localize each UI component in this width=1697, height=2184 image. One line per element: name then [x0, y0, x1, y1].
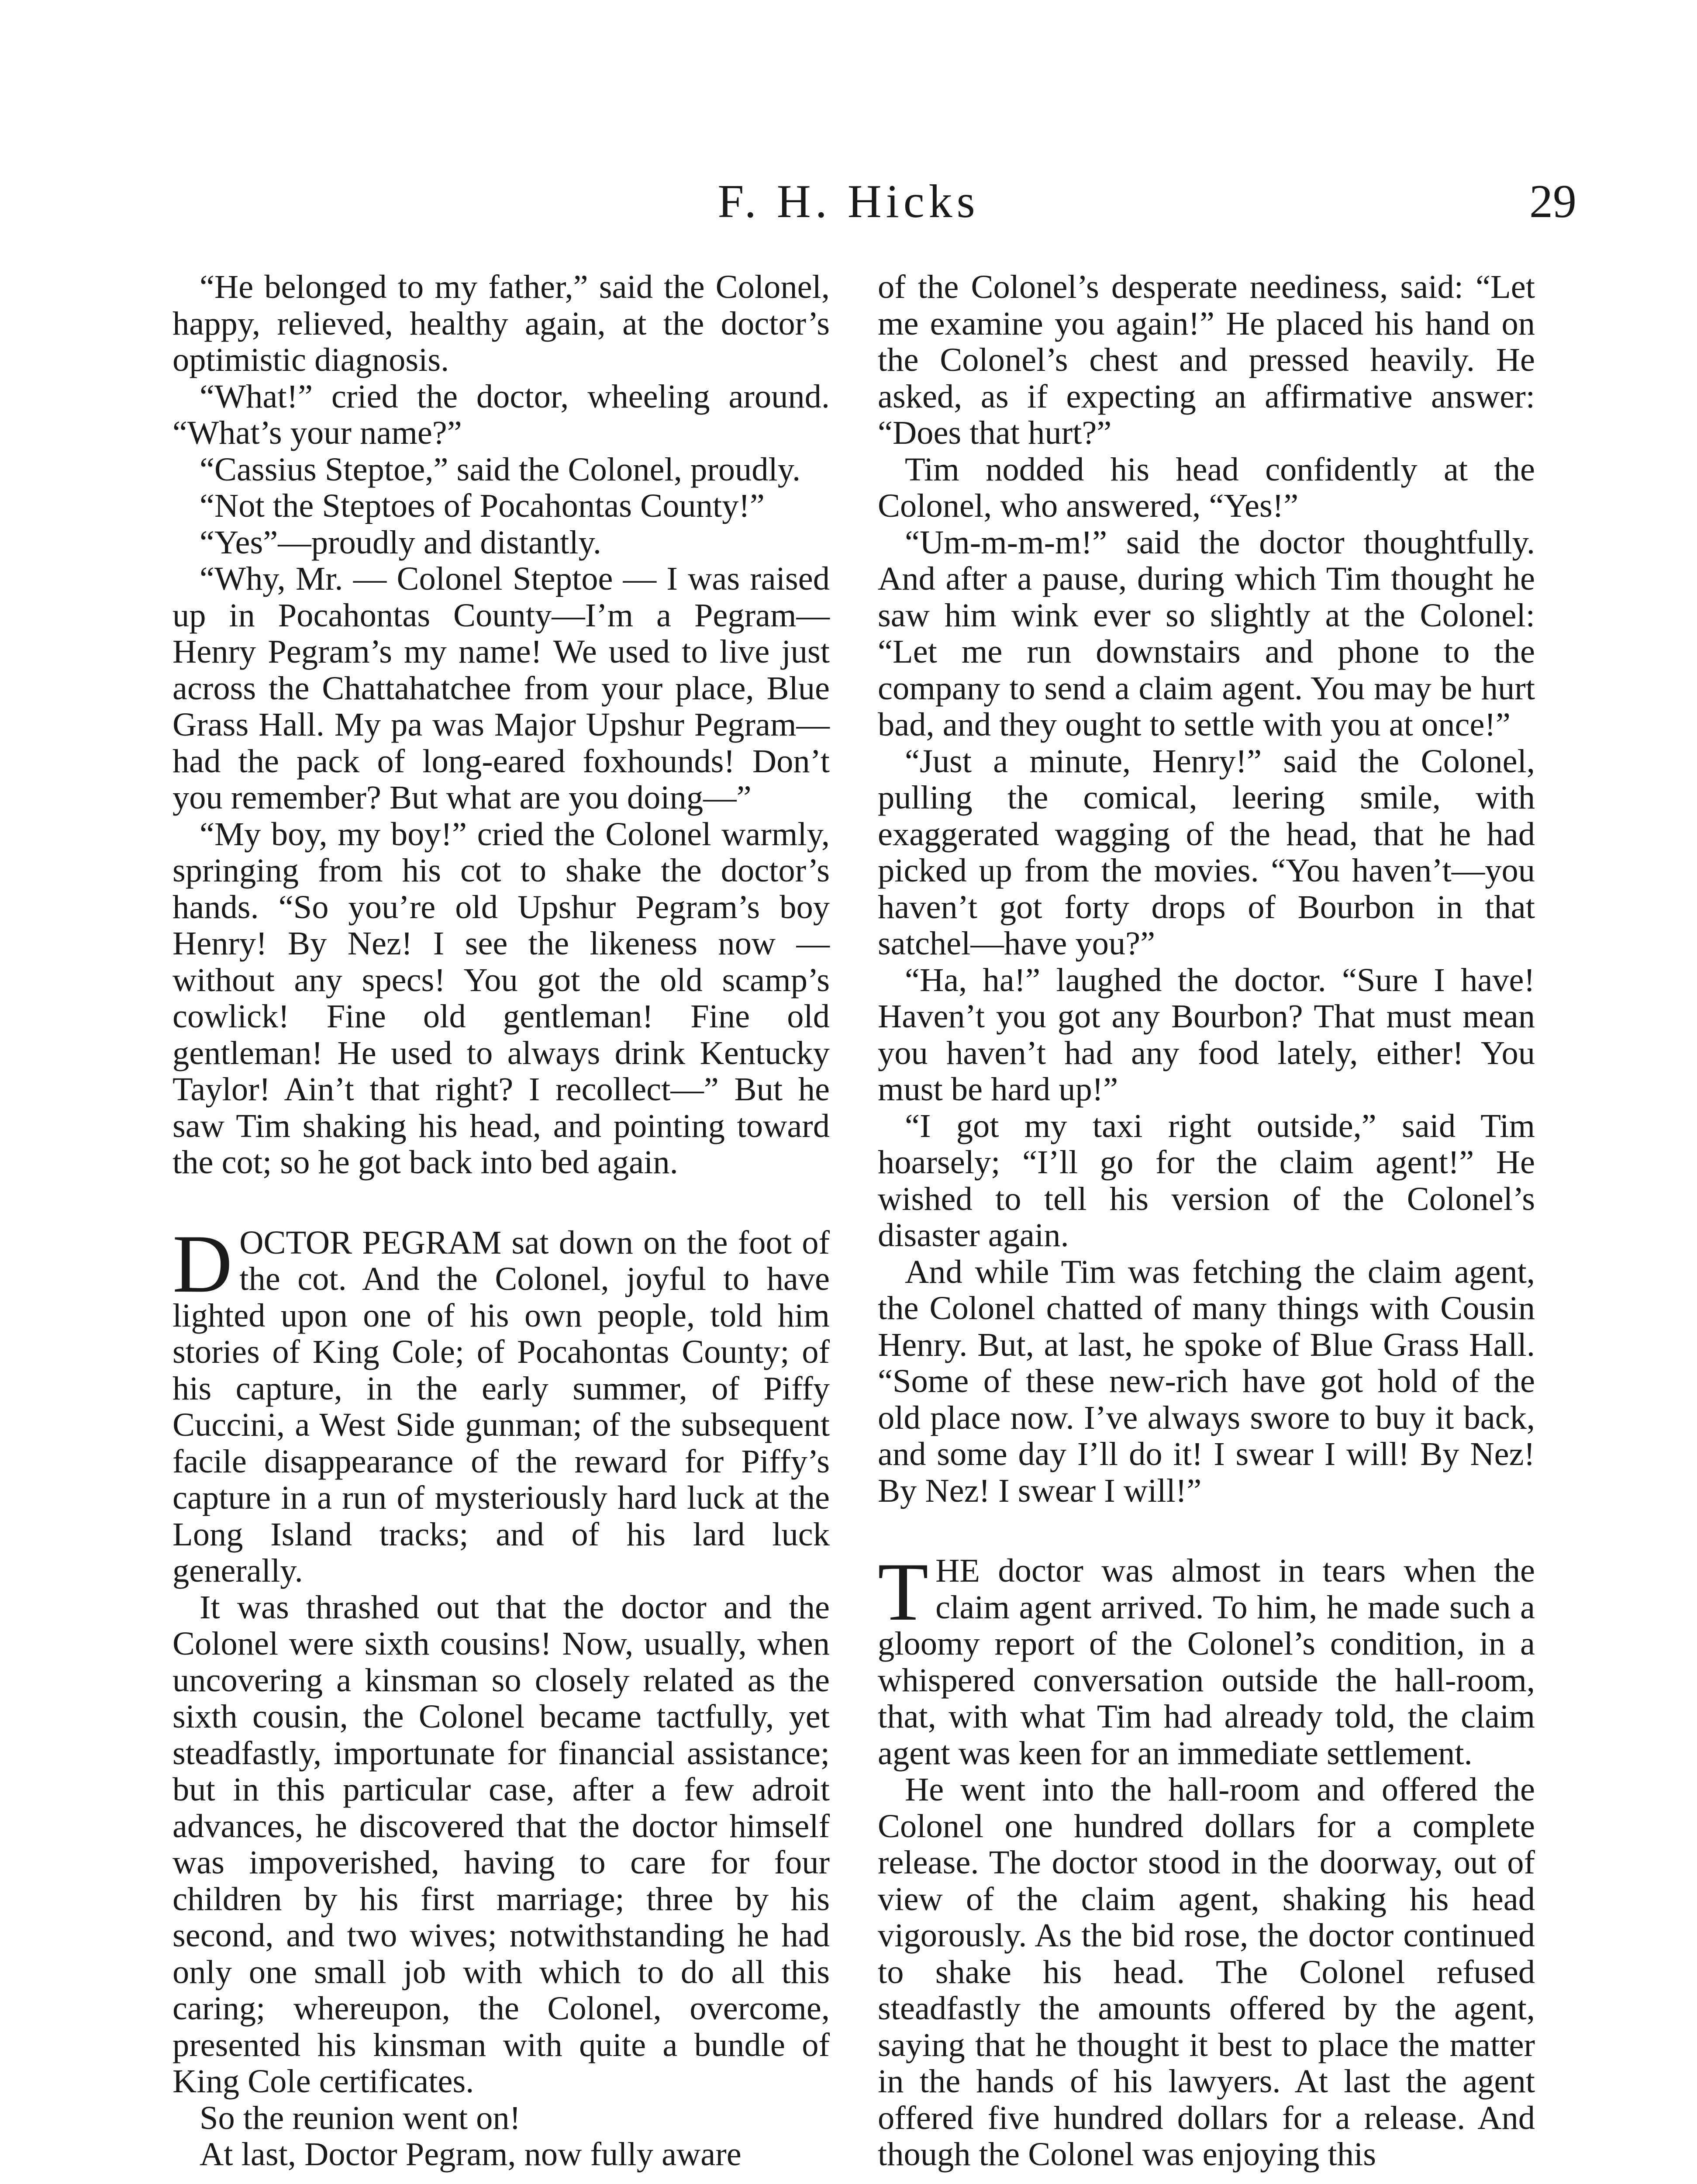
paragraph: “Why, Mr. — Colonel Steptoe — I was raised up in Pocahontas County—I’m a Pegram—Henry Pegram’s my name! We used to live just across the Chattahatchee from your place, Blue Grass Hall. My pa was Major Upshur Pegram—had the pack of long-eared foxhounds! Don’t you remember? But what are you doing—”	[172, 560, 830, 816]
section-lead-in: OCTOR PEGRAM	[239, 1223, 502, 1261]
section-opening-paragraph	[878, 1546, 1535, 1772]
paragraph: “Yes”—proudly and distantly.	[200, 523, 602, 561]
paragraph: “Not the Steptoes of Pocahontas County!”	[200, 487, 765, 524]
section-lead-in: HE	[935, 1552, 980, 1589]
paragraph: “Cassius Steptoe,” said the Colonel, proudly.	[200, 450, 801, 488]
paragraph: “I got my taxi right outside,” said Tim hoarsely; “I’ll go for the claim agent!” He wished to tell his version of the Colonel’s disaster again.	[878, 1107, 1535, 1254]
paragraph: And while Tim was fetching the claim agent, the Colonel chatted of many things with Cousin Henry. But, at last, he spoke of Blue Grass Hall. “Some of these new-rich have got hold of the old place now. I’ve always swore to buy it back, and some day I’ll do it! I swear I will! By Nez! By Nez! I swear I will!”	[878, 1253, 1535, 1509]
paragraph: “My boy, my boy!” cried the Colonel warmly, springing from his cot to shake the doctor’s hands. “So you’re old Upshur Pegram’s boy Henry! By Nez! I see the likeness now — without any specs! You got the old scamp’s cowlick! Fine old gentleman! Fine old gentleman! He used to always drink Kentucky Taylor! Ain’t that right? I recollect—” But he saw Tim shaking his head, and pointing toward the cot; so he got back into bed again.	[172, 815, 830, 1181]
page-number: 29	[1529, 176, 1576, 228]
paragraph: So the reunion went on!	[200, 2099, 521, 2136]
drop-cap: D	[172, 1218, 233, 1310]
right-column	[878, 269, 1535, 2184]
section-text: sat down on the foot of the cot. And the Colonel, joyful to have lighted upon one of his own people, told him stories of King Cole; of Pocahontas County; of his capture, in the early summer, of Piffy Cuccini, a West Side gunman; of the subsequent facile disappearance of the reward for Piffy’s capture in a run of mysteriously hard luck at the Long Island tracks; and of his lard luck generally.	[172, 1223, 830, 1589]
left-column	[172, 269, 830, 2184]
continued-paragraph: of the Colonel’s desperate neediness, said: “Let me examine you again!” He placed his hand on the Colonel’s chest and pressed heavily. He asked, as if expecting an affirmative answer: “Does that hurt?”	[878, 268, 1535, 451]
paragraph: “Just a minute, Henry!” said the Colonel, pulling the comical, leering smile, with exaggerated wagging of the head, that he had picked up from the movies. “You haven’t—you haven’t got forty drops of Bourbon in that satchel—have you?”	[878, 742, 1535, 962]
paragraph: He went into the hall-room and offered the Colonel one hundred dollars for a complete release. The doctor stood in the doorway, out of view of the claim agent, shaking his head vigorously. As the bid rose, the doctor continued to shake his head. The Colonel refused steadfastly the amounts offered by the agent, saying that he thought it best to place the matter in the hands of his lawyers. At last the agent offered five hundred dollars for a release. And though the Colonel was enjoying this	[878, 1771, 1535, 2173]
paragraph: “Ha, ha!” laughed the doctor. “Sure I have! Haven’t you got any Bourbon? That must mean you haven’t had any food lately, either! You must be hard up!”	[878, 961, 1535, 1108]
paragraph: Tim nodded his head confidently at the Colonel, who answered, “Yes!”	[878, 450, 1535, 524]
paragraph: “Um-m-m-m!” said the doctor thoughtfully. And after a pause, during which Tim thought he saw him wink ever so slightly at the Colonel: “Let me run downstairs and phone to the company to send a claim agent. You may be hurt bad, and they ought to settle with you at once!”	[878, 523, 1535, 743]
section-text: doctor was almost in tears when the claim agent arrived. To him, he made such a gloomy report of the Colonel’s condition, in a whispered conversation outside the hall-room, that, with what Tim had already told, the claim agent was keen for an immediate settlement.	[878, 1552, 1535, 1772]
drop-cap: T	[878, 1546, 929, 1638]
section-opening-paragraph	[172, 1218, 830, 1589]
running-head-title: F. H. Hicks	[717, 176, 980, 228]
paragraph: At last, Doctor Pegram, now fully aware	[200, 2136, 742, 2173]
paragraph: “What!” cried the doctor, wheeling around. “What’s your name?”	[172, 377, 830, 451]
paragraph: “He belonged to my father,” said the Colonel, happy, relieved, healthy again, at the doctor’s optimistic diagnosis.	[172, 268, 830, 378]
paragraph: It was thrashed out that the doctor and the Colonel were sixth cousins! Now, usually, when uncovering a kinsman so closely related as the sixth cousin, the Colonel became tactfully, yet steadfastly, importunate for financial assistance; but in this particular case, after a few adroit advances, he discovered that the doctor himself was impoverished, having to care for four children by his first marriage; three by his second, and two wives; notwithstanding he had only one small job with which to do all this caring; whereupon, the Colonel, overcome, presented his kinsman with quite a bundle of King Cole certificates.	[172, 1588, 830, 2100]
